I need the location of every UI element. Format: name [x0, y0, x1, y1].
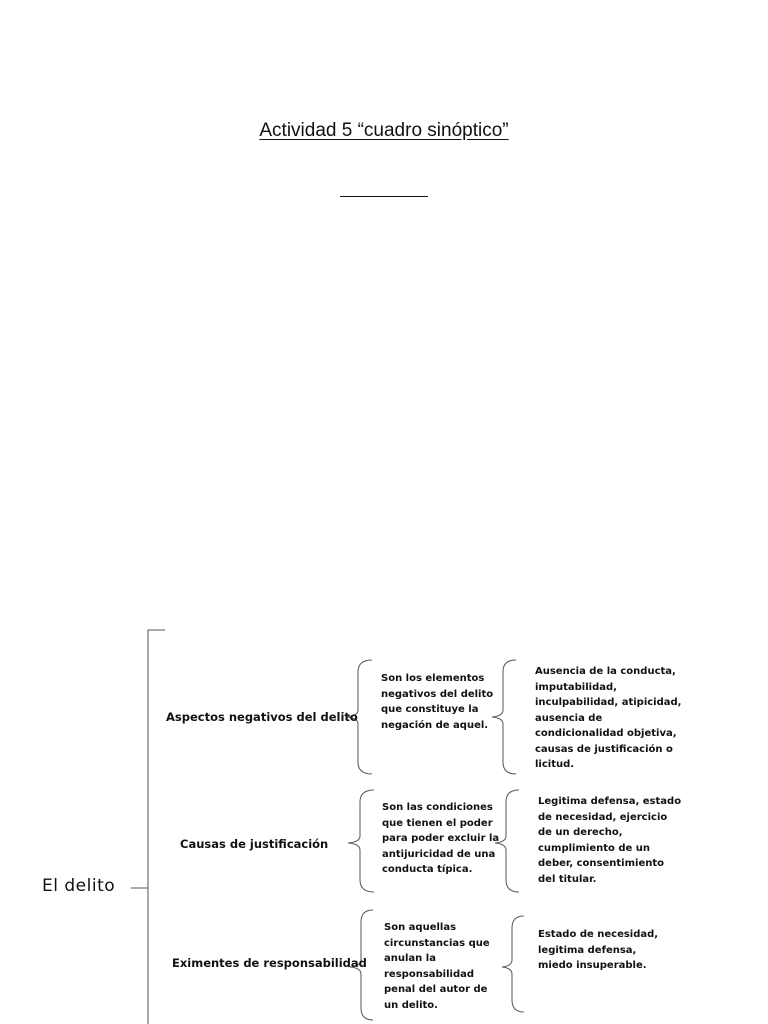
branch-examples: Ausencia de la conducta, imputabilidad, inculpabilidad, atipicidad, ausencia de condicionalidad objetiva, causas de justificación o licitud. — [535, 666, 682, 770]
branch-definition: Son aquellas circunstancias que anulan la responsabilidad penal del autor de un delito. — [384, 922, 490, 1011]
branch-definition: Son los elementos negativos del delito que constituye la negación de aquel. — [381, 673, 494, 731]
main-bracket — [148, 630, 165, 1024]
definition-bracket-2 — [348, 790, 374, 892]
root-concept: El delito — [42, 876, 116, 896]
title-underline-rule — [340, 196, 428, 197]
branch-label: Eximentes de responsabilidad — [172, 956, 367, 970]
page-title: Actividad 5 “cuadro sinóptico” — [259, 120, 509, 141]
examples-bracket-3 — [502, 916, 524, 1012]
branch-examples: Estado de necesidad, legitima defensa, miedo insuperable. — [538, 929, 659, 971]
branch-definition: Son las condiciones que tienen el poder para poder excluir la antijuricidad de una conducta típica. — [382, 802, 500, 875]
branch-examples: Legitima defensa, estado de necesidad, ejercicio de un derecho, cumplimiento de un deber, consentimiento del titular. — [538, 796, 682, 885]
branch-label: Causas de justificación — [180, 837, 329, 851]
examples-bracket-1 — [492, 660, 516, 774]
branch-label: Aspectos negativos del delito — [166, 710, 358, 724]
